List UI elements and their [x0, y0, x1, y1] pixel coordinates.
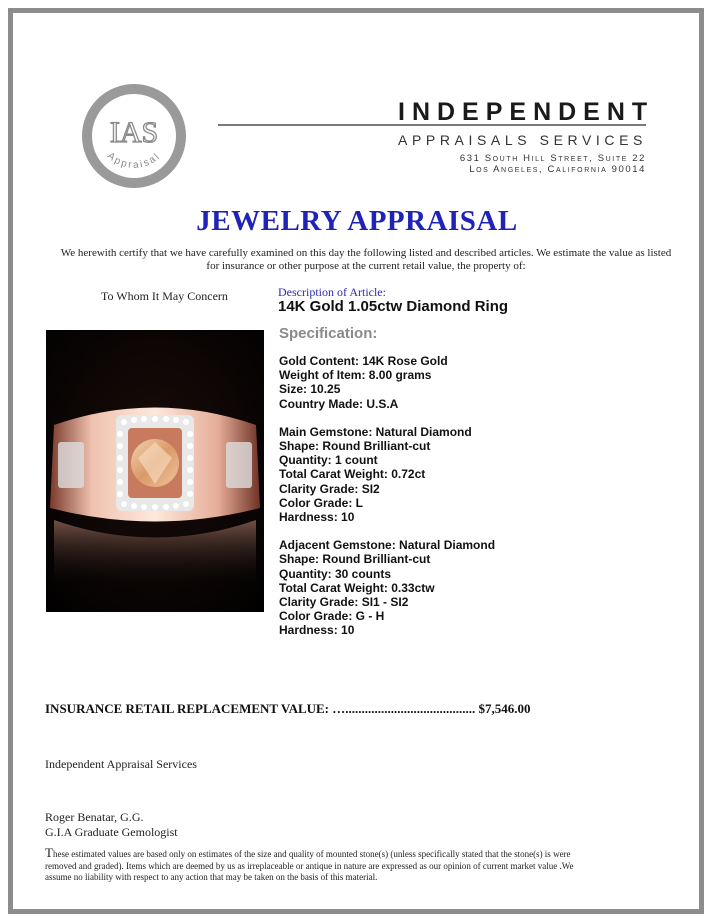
- adjacent-gemstone-specs: [279, 538, 659, 637]
- disclaimer-text: hese estimated values are based only on estimates of the size and quality of mounted stone(s) (unless specifically stated that the stone(s) is were removed and graded). Items which are deemed by us as irreplaceable or antique in nature are expressed as our opinion of current market value .We assume no liability with respect to any action that may be taken on the basis of this material.: [45, 849, 574, 882]
- spec-line: Clarity Grade: SI1 - SI2: [279, 595, 409, 610]
- specifications: [279, 354, 659, 652]
- spec-line: Shape: Round Brilliant-cut: [279, 439, 431, 454]
- footer-company: Independent Appraisal Services: [45, 757, 197, 771]
- gold-specs: [279, 354, 659, 411]
- company-name: INDEPENDENT: [398, 98, 655, 126]
- spec-line: Clarity Grade: SI2: [279, 481, 380, 496]
- spec-line: Hardness: 10: [279, 623, 355, 638]
- item-title: 14K Gold 1.05ctw Diamond Ring: [278, 298, 509, 315]
- main-gemstone-specs: [279, 425, 659, 524]
- signer-name: Roger Benatar, G.G.: [45, 810, 144, 824]
- logo-ring-text: Appraisal: [104, 150, 164, 172]
- spec-line: Total Carat Weight: 0.72ct: [279, 467, 426, 482]
- document-title: JEWELRY APPRAISAL: [196, 205, 518, 237]
- description-label: Description of Article:: [278, 285, 386, 299]
- address-line-1: 631 South Hill Street, Suite 22: [459, 153, 646, 164]
- spec-line: Quantity: 1 count: [279, 453, 378, 468]
- specification-label: Specification:: [279, 325, 378, 342]
- spec-line: Color Grade: L: [279, 495, 364, 510]
- address-line-2: Los Angeles, California 90014: [469, 164, 646, 175]
- ias-logo: [78, 80, 190, 192]
- spec-line: Size: 10.25: [279, 382, 341, 397]
- signer-title: G.I.A Graduate Gemologist: [45, 825, 178, 839]
- logo-monogram: IAS: [109, 116, 159, 149]
- insurance-value: INSURANCE RETAIL REPLACEMENT VALUE: …........................................ $7,546.00: [45, 701, 531, 716]
- spec-line: Color Grade: G - H: [279, 609, 385, 624]
- spec-line: Country Made: U.S.A: [279, 396, 399, 411]
- spec-line: Weight of Item: 8.00 grams: [279, 368, 432, 383]
- disclaimer: [45, 847, 585, 884]
- spec-line: Main Gemstone: Natural Diamond: [279, 424, 472, 439]
- spec-line: Adjacent Gemstone: Natural Diamond: [279, 538, 496, 553]
- ring-photo: [46, 330, 264, 612]
- spec-line: Total Carat Weight: 0.33ctw: [279, 580, 435, 595]
- intro-text: We herewith certify that we have carefully examined on this day the following listed and described articles. We estimate the value as listed for insurance or other purpose at the current retail value, the property of:: [60, 247, 672, 272]
- spec-line: Hardness: 10: [279, 510, 355, 525]
- disclaimer-initial: T: [45, 845, 53, 860]
- company-subtitle: APPRAISALS SERVICES: [398, 132, 647, 148]
- spec-line: Gold Content: 14K Rose Gold: [279, 354, 448, 368]
- recipient: To Whom It May Concern: [101, 289, 228, 303]
- spec-line: Quantity: 30 counts: [279, 566, 392, 581]
- spec-line: Shape: Round Brilliant-cut: [279, 552, 431, 567]
